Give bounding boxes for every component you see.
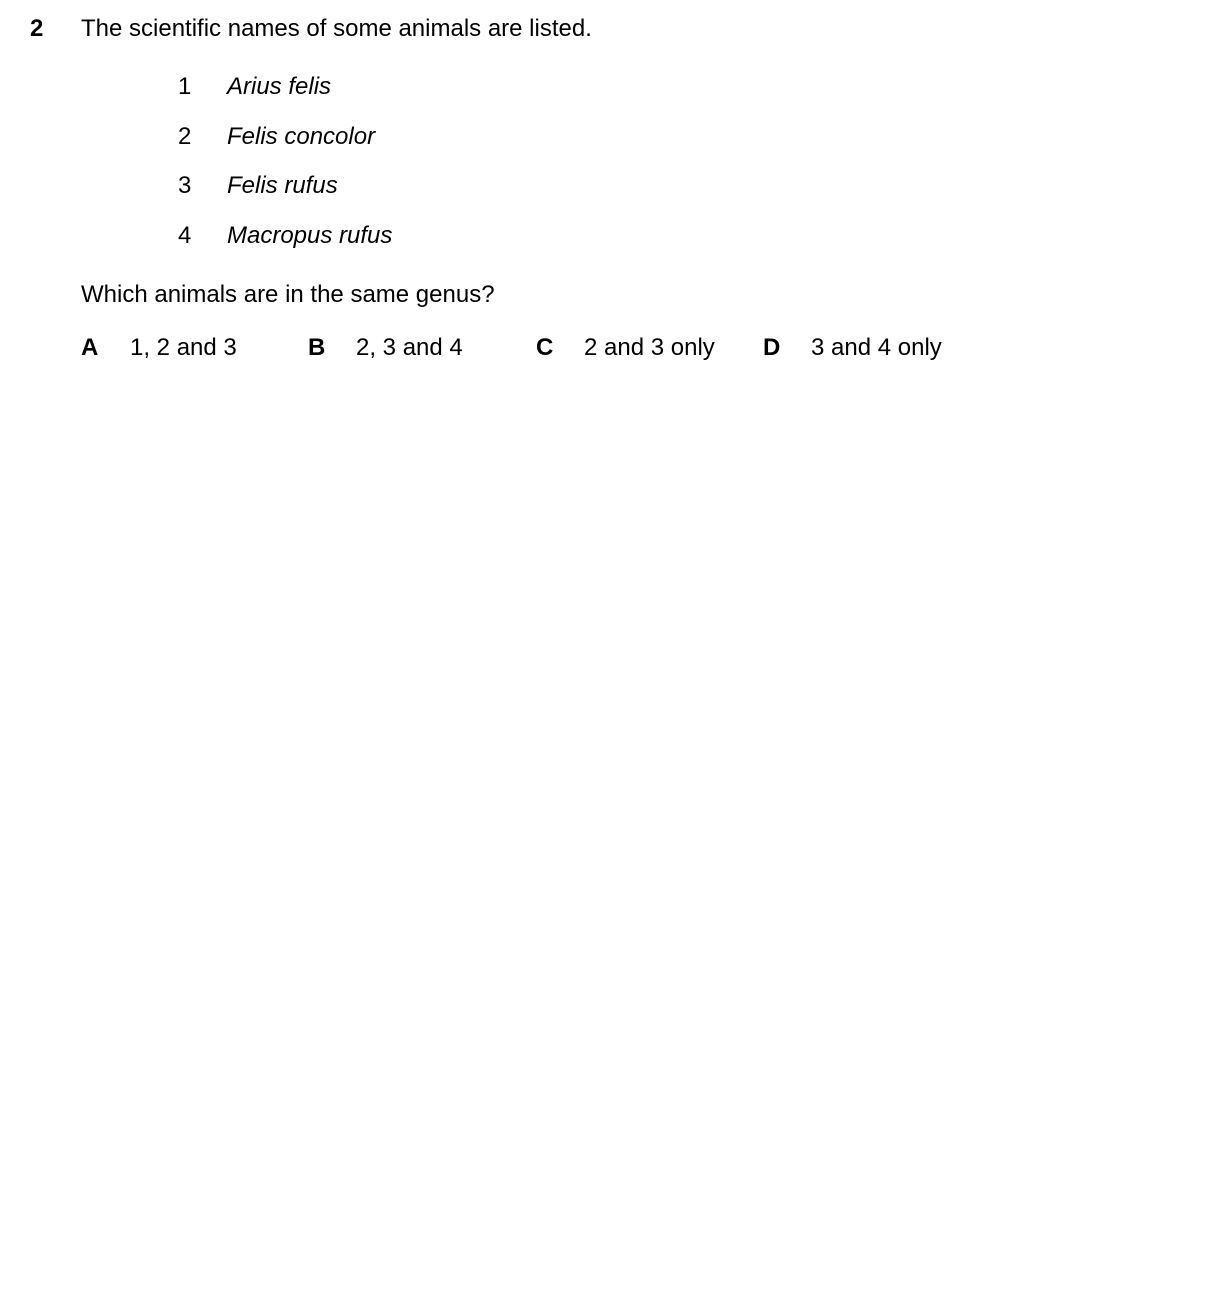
option-b-letter: B bbox=[308, 334, 326, 361]
option-a-text: 1, 2 and 3 bbox=[130, 334, 237, 361]
option-d-letter: D bbox=[763, 334, 781, 361]
option-d-text: 3 and 4 only bbox=[811, 334, 942, 361]
species-number: 4 bbox=[178, 222, 192, 249]
option-a-letter: A bbox=[81, 334, 99, 361]
option-c-text: 2 and 3 only bbox=[584, 334, 715, 361]
option-c-letter: C bbox=[536, 334, 554, 361]
species-name: Felis rufus bbox=[227, 172, 338, 199]
option-b-text: 2, 3 and 4 bbox=[356, 334, 463, 361]
species-name: Felis concolor bbox=[227, 123, 376, 150]
question-number: 2 bbox=[30, 15, 44, 42]
species-number: 3 bbox=[178, 172, 192, 199]
species-name: Arius felis bbox=[227, 73, 332, 100]
species-number: 2 bbox=[178, 123, 192, 150]
species-number: 1 bbox=[178, 73, 192, 100]
species-name: Macropus rufus bbox=[227, 222, 393, 249]
question-prompt: Which animals are in the same genus? bbox=[81, 281, 495, 308]
question-stem: The scientific names of some animals are listed. bbox=[81, 15, 592, 42]
